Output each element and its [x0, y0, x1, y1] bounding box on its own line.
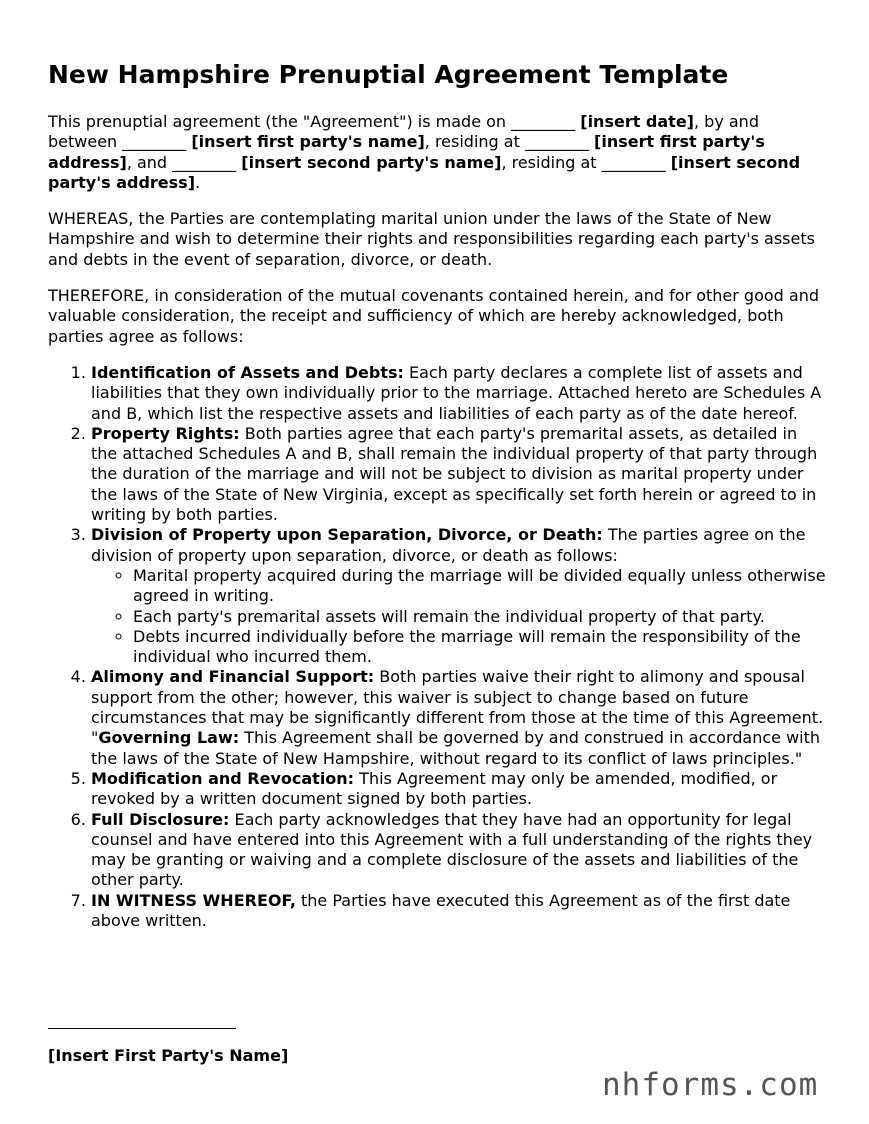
clause-text: This Agreement shall be governed by and construed in accordance with the laws of the State of New Hampshire, without regard to its conflict of laws principles." — [91, 728, 821, 768]
clause-text: Each party declares a complete list of assets and liabilities that they own individually prior to the marriage. Attached hereto are Schedules A and B, which list the respective assets and liabilities of each party as of the date hereof. — [91, 362, 822, 423]
clause-item — [91, 810, 828, 891]
clauses-list — [48, 363, 828, 931]
clause-text: the Parties have executed this Agreement as of the first date above written. — [91, 890, 791, 930]
date-placeholder: [insert date] — [580, 112, 694, 131]
intro-paragraph: This prenuptial agreement (the "Agreement") is made on ________ [insert date], by and between ________ [insert first party's name], residing at ________ [insert first party's address], and ________ [insert second party's name], residing at ________ [insert second party's address]. — [48, 112, 801, 192]
clause-heading: Modification and Revocation: — [91, 768, 355, 788]
clause-item — [91, 769, 828, 810]
clause-heading: Full Disclosure: — [91, 809, 230, 829]
clause-text: Both parties agree that each party's premarital assets, as detailed in the attached Schedules A and B, shall remain the individual property of that party through the duration of the marriage and will not be subject to division as marital property under the laws of the State of New Virginia, except as specifically set forth herein or agreed to in writing by both parties. — [91, 423, 818, 525]
second-party-address-placeholder: [insert second party's address] — [48, 152, 801, 192]
clause-heading: Identification of Assets and Debts: — [91, 362, 404, 382]
clause-heading: Alimony and Financial Support: — [91, 667, 375, 687]
first-party-address-placeholder: [insert first party's address] — [48, 132, 765, 172]
site-watermark: nhforms.com — [602, 1067, 819, 1103]
clause-heading: Governing Law: — [98, 728, 240, 748]
signature-name: [Insert First Party's Name] — [48, 1046, 289, 1065]
clause-text: The parties agree on the division of property upon separation, divorce, or death as follows: — [91, 525, 806, 565]
second-party-name-placeholder: [insert second party's name] — [241, 152, 502, 172]
clause-item — [91, 891, 828, 932]
clause-item — [91, 424, 828, 525]
sub-item: ◦ Each party's premarital assets will remain the individual property of that party. — [133, 607, 828, 627]
clause-text: Each party acknowledges that they have had an opportunity for legal counsel and have entered into this Agreement with a full understanding of the rights they may be granting or waiving and a complete disclosure of the assets and liabilities of the other party. — [91, 809, 813, 890]
clause-item: 4. Alimony and Financial Support: Both parties waive their right to alimony and spousal support from the other; however, this waiver is subject to change based on future circumstances that may be significantly different from those at the time of this Agreement. "Governing Law: This Agreement shall be governed by and construed in accordance with the laws of the State of New Hampshire, without regard to its conflict of laws principles." — [91, 667, 828, 768]
document-body — [48, 58, 828, 931]
sub-item: ◦ Marital property acquired during the marriage will be divided equally unless otherwise agreed in writing. — [133, 566, 828, 607]
clause-item — [91, 363, 828, 424]
signature-line — [48, 1028, 236, 1029]
clause-text: This Agreement may only be amended, modified, or revoked by a written document signed by both parties. — [91, 768, 778, 809]
therefore-paragraph: THEREFORE, in consideration of the mutual covenants contained herein, and for other good and valuable consideration, the receipt and sufficiency of which are hereby acknowledged, both parties agree as follows: — [48, 286, 819, 346]
clause-heading: IN WITNESS WHEREOF, — [91, 890, 296, 910]
document-title: New Hampshire Prenuptial Agreement Template — [48, 60, 729, 89]
first-party-name-placeholder: [insert first party's name] — [191, 132, 425, 152]
whereas-paragraph: WHEREAS, the Parties are contemplating marital union under the laws of the State of New Hampshire and wish to determine their rights and responsibilities regarding each party's assets and debts in the event of separation, divorce, or death. — [48, 209, 815, 269]
division-sublist — [91, 566, 828, 667]
clause-heading: Property Rights: — [91, 423, 240, 443]
clause-item — [91, 525, 828, 667]
clause-text: Both parties waive their right to alimony and spousal support from the other; however, this waiver is subject to change based on future circumstances that may be significantly different from those at the time of this Agreement. — [91, 667, 824, 728]
clause-heading: Division of Property upon Separation, Divorce, or Death: — [91, 525, 603, 545]
sub-item: ◦ Debts incurred individually before the marriage will remain the responsibility of the individual who incurred them. — [133, 627, 828, 668]
